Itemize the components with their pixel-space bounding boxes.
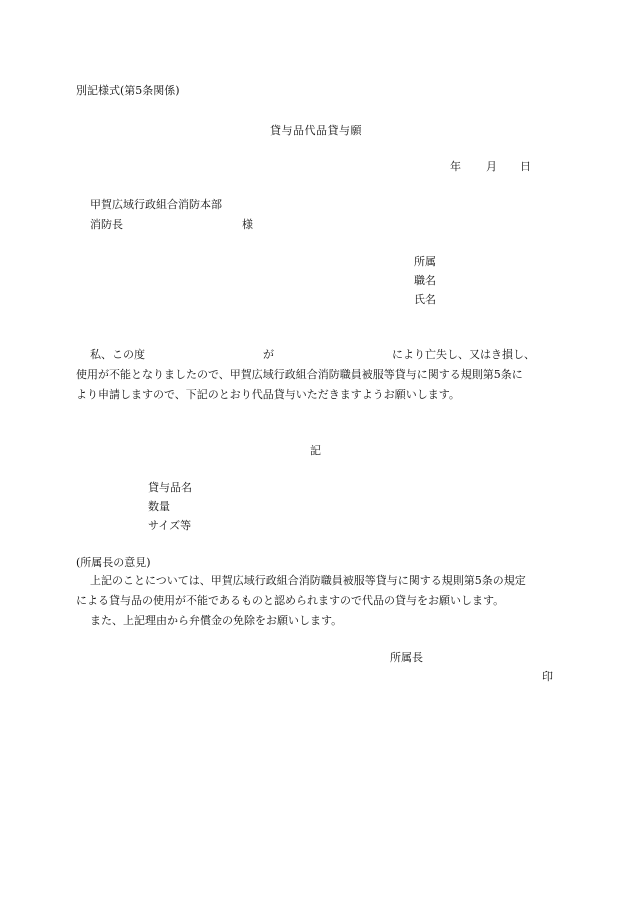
opinion-line-1: 上記のことについては、甲賀広域行政組合消防職員被服等貸与に関する規則第5条の規定: [90, 574, 526, 587]
date-day-label: 日: [520, 160, 531, 173]
applicant-affiliation-label: 所属: [414, 255, 436, 268]
request-line-2: 使用が不能となりましたので、甲賀広域行政組合消防職員被服等貸与に関する規則第5条に: [76, 368, 523, 381]
addressee-honorific: 様: [242, 218, 253, 231]
opinion-heading: (所属長の意見): [76, 556, 151, 569]
request-line-1-mid: が: [263, 348, 274, 361]
applicant-job-title-label: 職名: [414, 274, 436, 287]
item-name-label: 貸与品名: [148, 481, 192, 494]
chief-signature-label: 所属長: [390, 651, 423, 664]
applicant-name-label: 氏名: [414, 293, 436, 306]
request-body: [76, 345, 560, 405]
date-month-label: 月: [486, 160, 497, 173]
request-line-3: より申請しますので、下記のとおり代品貸与いただきますようお願いします。: [76, 388, 460, 401]
request-line-1-end: により亡失し、又はき損し、: [392, 348, 535, 361]
ki-heading: 記: [310, 444, 321, 457]
date-year-label: 年: [450, 160, 461, 173]
document-title: 貸与品代品貸与願: [270, 124, 362, 137]
size-label: サイズ等: [148, 519, 192, 532]
opinion-line-2: による貸与品の使用が不能であるものと認められますので代品の貸与をお願いします。: [76, 594, 505, 607]
addressee-organization: 甲賀広域行政組合消防本部: [90, 198, 222, 211]
opinion-body: [76, 571, 560, 631]
request-line-1: [76, 345, 560, 365]
quantity-label: 数量: [148, 500, 170, 513]
request-line-1-start: 私、この度: [90, 348, 145, 361]
form-reference: 別記様式(第5条関係): [76, 84, 180, 97]
seal-label: 印: [542, 670, 553, 683]
addressee-position: 消防長: [90, 218, 123, 231]
opinion-line-3: また、上記理由から弁償金の免除をお願いします。: [90, 614, 343, 627]
